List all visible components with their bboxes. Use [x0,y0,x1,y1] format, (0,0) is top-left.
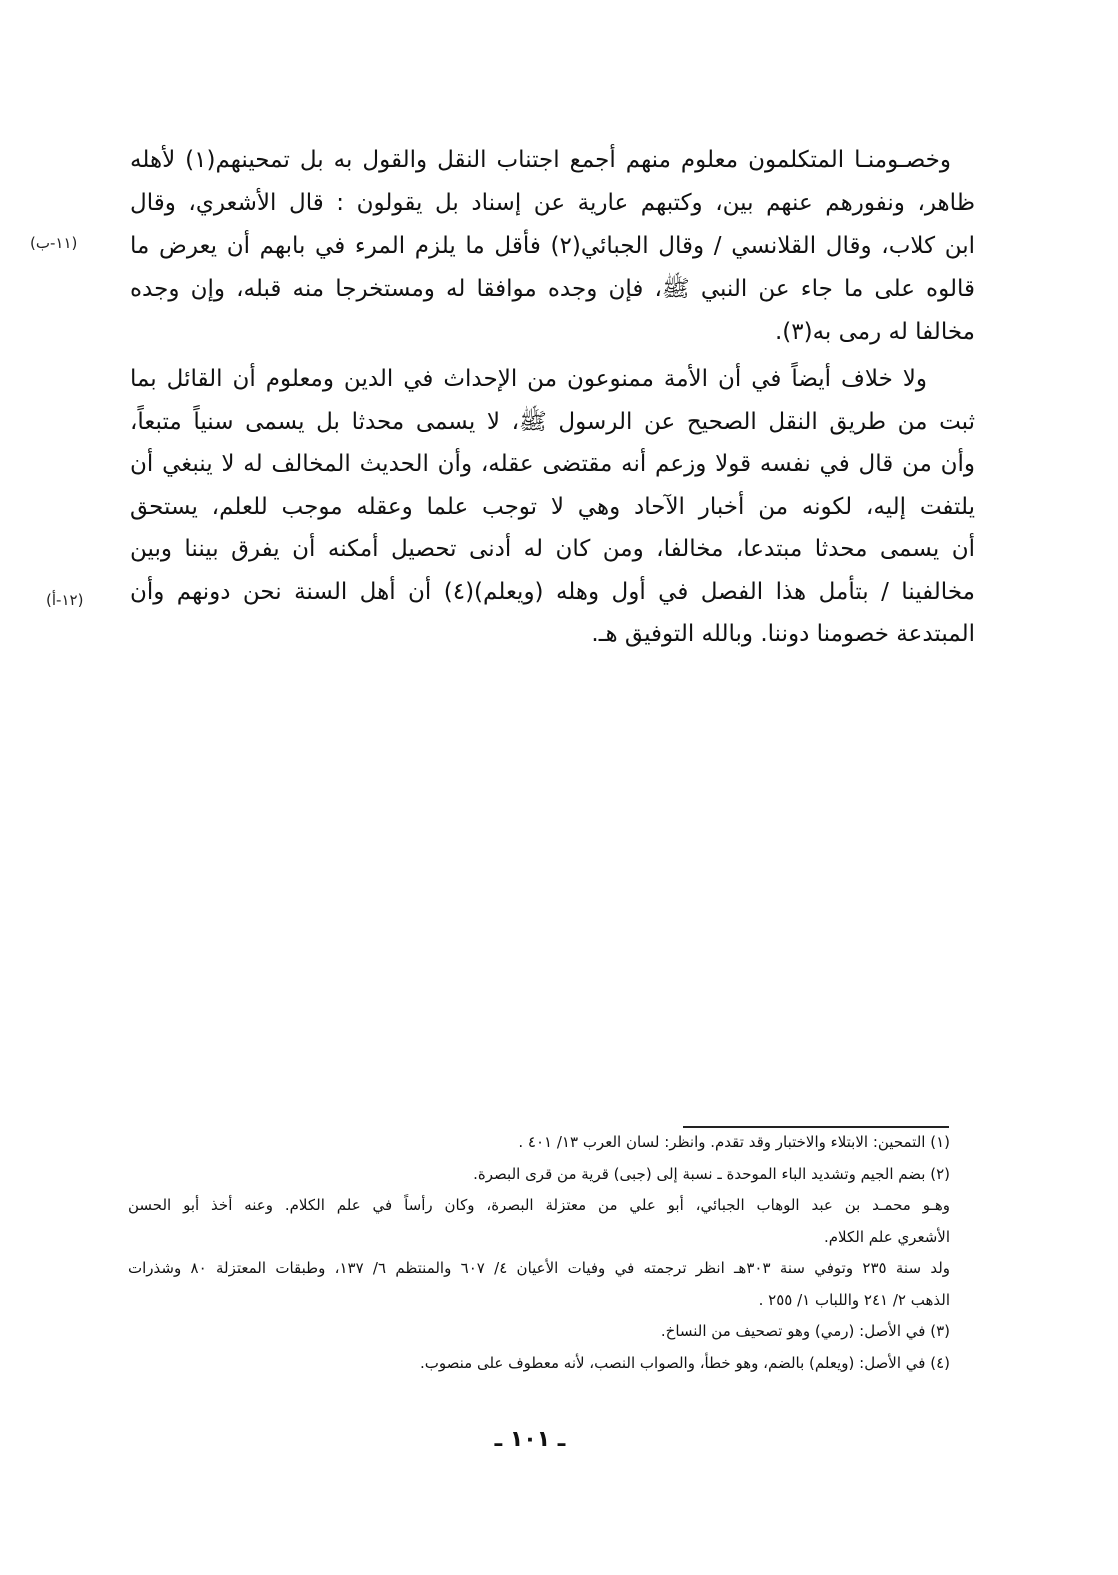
body-line: ولا خلاف أيضاً في أن الأمة ممنوعون من الإحداث في الدين ومعلوم أن القائل بما [130,366,927,392]
footnote-line: وهـو محمـد بن عبد الوهاب الجبائي، أبو علي من معتزلة البصرة، وكان رأساً في علم الكلام. وعنه أخذ أبو الحسن [128,1196,950,1214]
manuscript-folio-marker: (١١-ب) [30,234,78,252]
body-line: ابن كلاب، وقال القلانسي / وقال الجبائي(٢) فأقل ما يلزم المرء في بابهم أن يعرض ما [130,233,976,259]
body-line: المبتدعة خصومنا دوننا. وبالله التوفيق هـ. [591,621,975,647]
manuscript-folio-marker: (١٢-أ) [46,591,84,609]
body-line: يلتفت إليه، لكونه من أخبار الآحاد وهي لا توجب علما وعقله موجب للعلم، يستحق [130,493,975,520]
body-paragraph [130,139,975,354]
footnotes [128,1127,950,1379]
body-line: وخصـومنـا المتكلمون معلوم منهم أجمع اجتناب النقل والقول به بل تمحينهم(١) لأهله [130,147,951,173]
footnote-line: الأشعري علم الكلام. [823,1227,950,1246]
body-line: قالوه على ما جاء عن النبي ﷺ، فإن وجده موافقا له ومستخرجا منه قبله، وإن وجده [130,276,975,302]
footnote-line: الذهب ٢/ ٢٤١ واللباب ١/ ٢٥٥ . [758,1290,950,1309]
page-number: ـ ١٠١ ـ [494,1427,566,1452]
body-line: وأن من قال في نفسه قولا وزعم أنه مقتضى عقله، وأن الحديث المخالف له لا ينبغي أن [130,451,975,477]
body-line: مخالفينا / بتأمل هذا الفصل في أول وهله (ويعلم)(٤) أن أهل السنة نحن دونهم وأن [130,578,975,605]
body-line: ثبت من طريق النقل الصحيح عن الرسول ﷺ، لا يسمى محدثا بل يسمى سنياً متبعاً، [130,408,975,435]
footnote-line: (١) التمحين: الابتلاء والاختبار وقد تقدم. وانظر: لسان العرب ١٣/ ٤٠١ . [518,1133,950,1151]
body-paragraph [130,358,975,656]
footnote-line: (٢) بضم الجيم وتشديد الباء الموحدة ـ نسبة إلى (جبى) قرية من قرى البصرة. [473,1164,950,1183]
body-line: ظاهر، ونفورهم عنهم بين، وكتبهم عارية عن إسناد بل يقولون : قال الأشعري، وقال [130,190,975,216]
body-line: مخالفا له رمى به(٣). [774,319,975,345]
footnote-line: ولد سنة ٢٣٥ وتوفي سنة ٣٠٣هـ انظر ترجمته في وفيات الأعيان ٤/ ٦٠٧ والمنتظم ٦/ ١٣٧، وطبقات المعتزلة ٨٠ وشذرات [128,1259,951,1277]
footnote-line: (٣) في الأصل: (رمي) وهو تصحيف من النساخ. [660,1322,950,1340]
body-line: أن يسمى محدثا مبتدعا، مخالفا، ومن كان له أدنى تحصيل أمكنه أن يفرق بيننا وبين [130,536,975,562]
footnote-line: (٤) في الأصل: (ويعلم) بالضم، وهو خطأ، والصواب النصب، لأنه معطوف على منصوب. [419,1353,950,1372]
